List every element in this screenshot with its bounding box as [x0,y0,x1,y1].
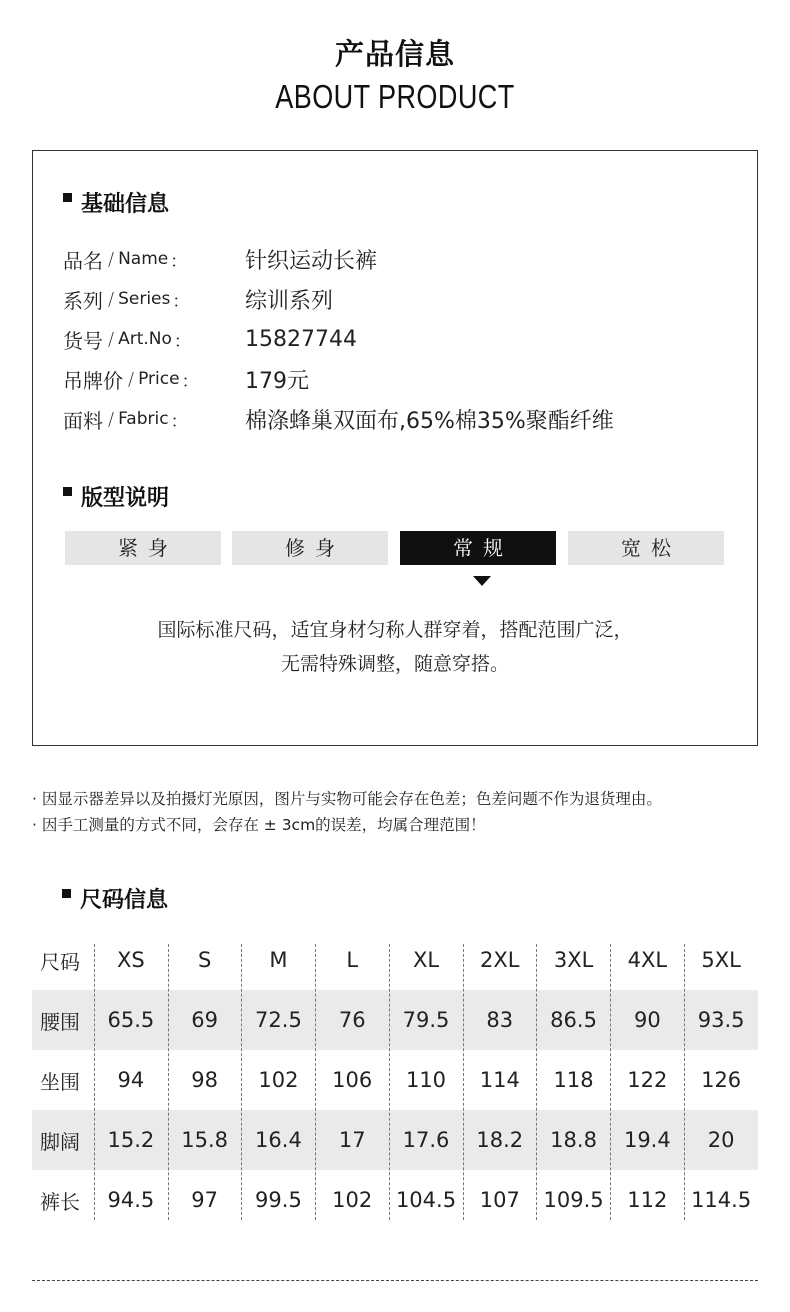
size-header-cell: 2XL [480,948,520,972]
size-cell: 114 [479,1068,520,1092]
size-header-cell: 5XL [701,948,741,972]
size-cell: 18.2 [476,1128,524,1152]
size-cell: 69 [191,1008,219,1032]
size-header-cell: 3XL [553,948,594,972]
info-label-en: Name [118,249,169,269]
info-label-cn: 货号 [63,328,103,353]
size-header-cell: 4XL [627,948,668,972]
square-bullet-icon [62,889,71,898]
size-table [32,930,758,1230]
size-cell: 102 [332,1188,373,1212]
size-row-length [32,1170,758,1230]
basic-info-title: 基础信息 [81,192,170,217]
size-row-hip [32,1050,758,1110]
info-label-colon: ： [170,411,188,432]
column-divider [536,944,537,1220]
size-cell: 86.5 [550,1008,597,1032]
info-label-en: Fabric [118,409,169,429]
page-title-cn: 产品信息 [334,37,455,71]
size-cell: 98 [191,1068,219,1092]
size-cell: 112 [627,1188,668,1212]
size-cell: 15.2 [107,1128,155,1152]
column-divider [463,944,464,1220]
size-header-cell: L [346,948,359,972]
size-row-label: 腰围 [40,1009,80,1034]
size-header-cell: XL [412,948,440,972]
column-divider [610,944,611,1220]
info-label-cn: 系列 [63,288,103,313]
size-cell: 72.5 [255,1008,302,1032]
size-cell: 20 [707,1128,735,1152]
info-label-separator: / [108,248,115,270]
size-cell: 76 [338,1008,366,1032]
size-row-leg-opening [32,1110,758,1170]
size-cell: 79.5 [402,1008,450,1032]
info-row-fabric [63,404,614,434]
info-row-price [63,364,309,394]
fit-description-line-1: 国际标准尺码，适宜身材匀称人群穿着，搭配范围广泛， [157,619,633,641]
column-divider [389,944,390,1220]
column-divider [241,944,242,1220]
size-cell: 18.8 [550,1128,597,1152]
square-bullet-icon [63,193,72,202]
info-label-colon: ： [173,331,191,352]
size-row-label: 坐围 [40,1069,80,1094]
info-label-colon: ： [172,291,190,312]
page-title-en: ABOUT PRODUCT [275,78,515,115]
note-color-difference: · 因显示器差异以及拍摄灯光原因，图片与实物可能会存在色差；色差问题不作为退货理由。 [32,790,662,808]
size-header-cell: M [269,948,288,972]
size-cell: 102 [258,1068,299,1092]
size-cell: 107 [479,1188,520,1212]
info-label-separator: / [108,328,115,350]
info-label-separator: / [128,368,135,390]
size-title: 尺码信息 [80,888,169,913]
size-cell: 106 [332,1068,373,1092]
info-row-art-no [63,324,357,354]
info-label-colon: ： [170,251,188,272]
fit-option-slim[interactable]: 修身 [232,531,388,565]
size-cell: 109.5 [543,1188,604,1212]
size-cell: 90 [633,1008,661,1032]
size-heading [62,883,168,914]
info-value-series: 综训系列 [245,288,334,314]
fit-option-tight[interactable]: 紧身 [65,531,221,565]
info-label-cn: 品名 [63,248,103,273]
fit-title: 版型说明 [81,486,170,511]
size-cell: 94.5 [107,1188,155,1212]
column-divider [684,944,685,1220]
info-value-price: 179元 [245,368,309,394]
info-label-en: Series [118,289,171,309]
size-cell: 83 [486,1008,514,1032]
info-label-separator: / [108,288,115,310]
fit-option-regular[interactable]: 常规 [400,531,556,565]
size-cell: 93.5 [697,1008,745,1032]
size-cell: 114.5 [691,1188,752,1212]
size-cell: 19.4 [623,1128,671,1152]
info-row-name [63,244,378,274]
size-row-waist [32,990,758,1050]
size-header-row [32,930,758,990]
info-value-art-no: 15827744 [245,326,357,352]
notes [32,786,662,838]
info-label-colon: ： [181,371,199,392]
size-cell: 17 [338,1128,366,1152]
size-cell: 126 [701,1068,742,1092]
product-info-box [32,150,758,746]
bottom-divider [32,1280,758,1281]
column-divider [315,944,316,1220]
size-cell: 17.6 [402,1128,450,1152]
square-bullet-icon [63,487,72,496]
size-cell: 15.8 [181,1128,229,1152]
info-label-separator: / [108,408,115,430]
fit-heading [63,481,169,512]
size-cell: 65.5 [107,1008,155,1032]
size-cell: 122 [627,1068,668,1092]
size-cell: 104.5 [395,1188,457,1212]
size-row-label: 裤长 [40,1189,80,1214]
size-cell: 110 [405,1068,447,1092]
size-row-label: 脚阔 [40,1129,80,1154]
size-cell: 118 [553,1068,594,1092]
fit-option-loose[interactable]: 宽松 [568,531,724,565]
info-label-cn: 吊牌价 [63,368,123,393]
size-cell: 99.5 [255,1188,302,1212]
column-divider [168,944,169,1220]
size-cell: 94 [117,1068,145,1092]
size-header-cell: XS [117,948,145,972]
info-label-en: Art.No [118,329,172,349]
selected-indicator-arrow-icon [473,576,491,586]
fit-description-line-2: 无需特殊调整，随意穿搭。 [280,653,509,675]
basic-info-heading [63,187,169,218]
size-cell: 97 [191,1188,219,1212]
info-value-name: 针织运动长裤 [245,248,378,274]
note-measurement-error: · 因手工测量的方式不同，会存在 ± 3cm的误差，均属合理范围！ [32,816,486,834]
size-header-cell: S [197,948,212,972]
column-divider [94,944,95,1220]
info-value-fabric: 棉涤蜂巢双面布,65%棉35%聚酯纤维 [245,408,614,434]
info-label-cn: 面料 [63,408,103,433]
size-cell: 16.4 [255,1128,302,1152]
info-label-en: Price [138,369,180,389]
size-header-label: 尺码 [40,949,80,974]
info-row-series [63,284,334,314]
